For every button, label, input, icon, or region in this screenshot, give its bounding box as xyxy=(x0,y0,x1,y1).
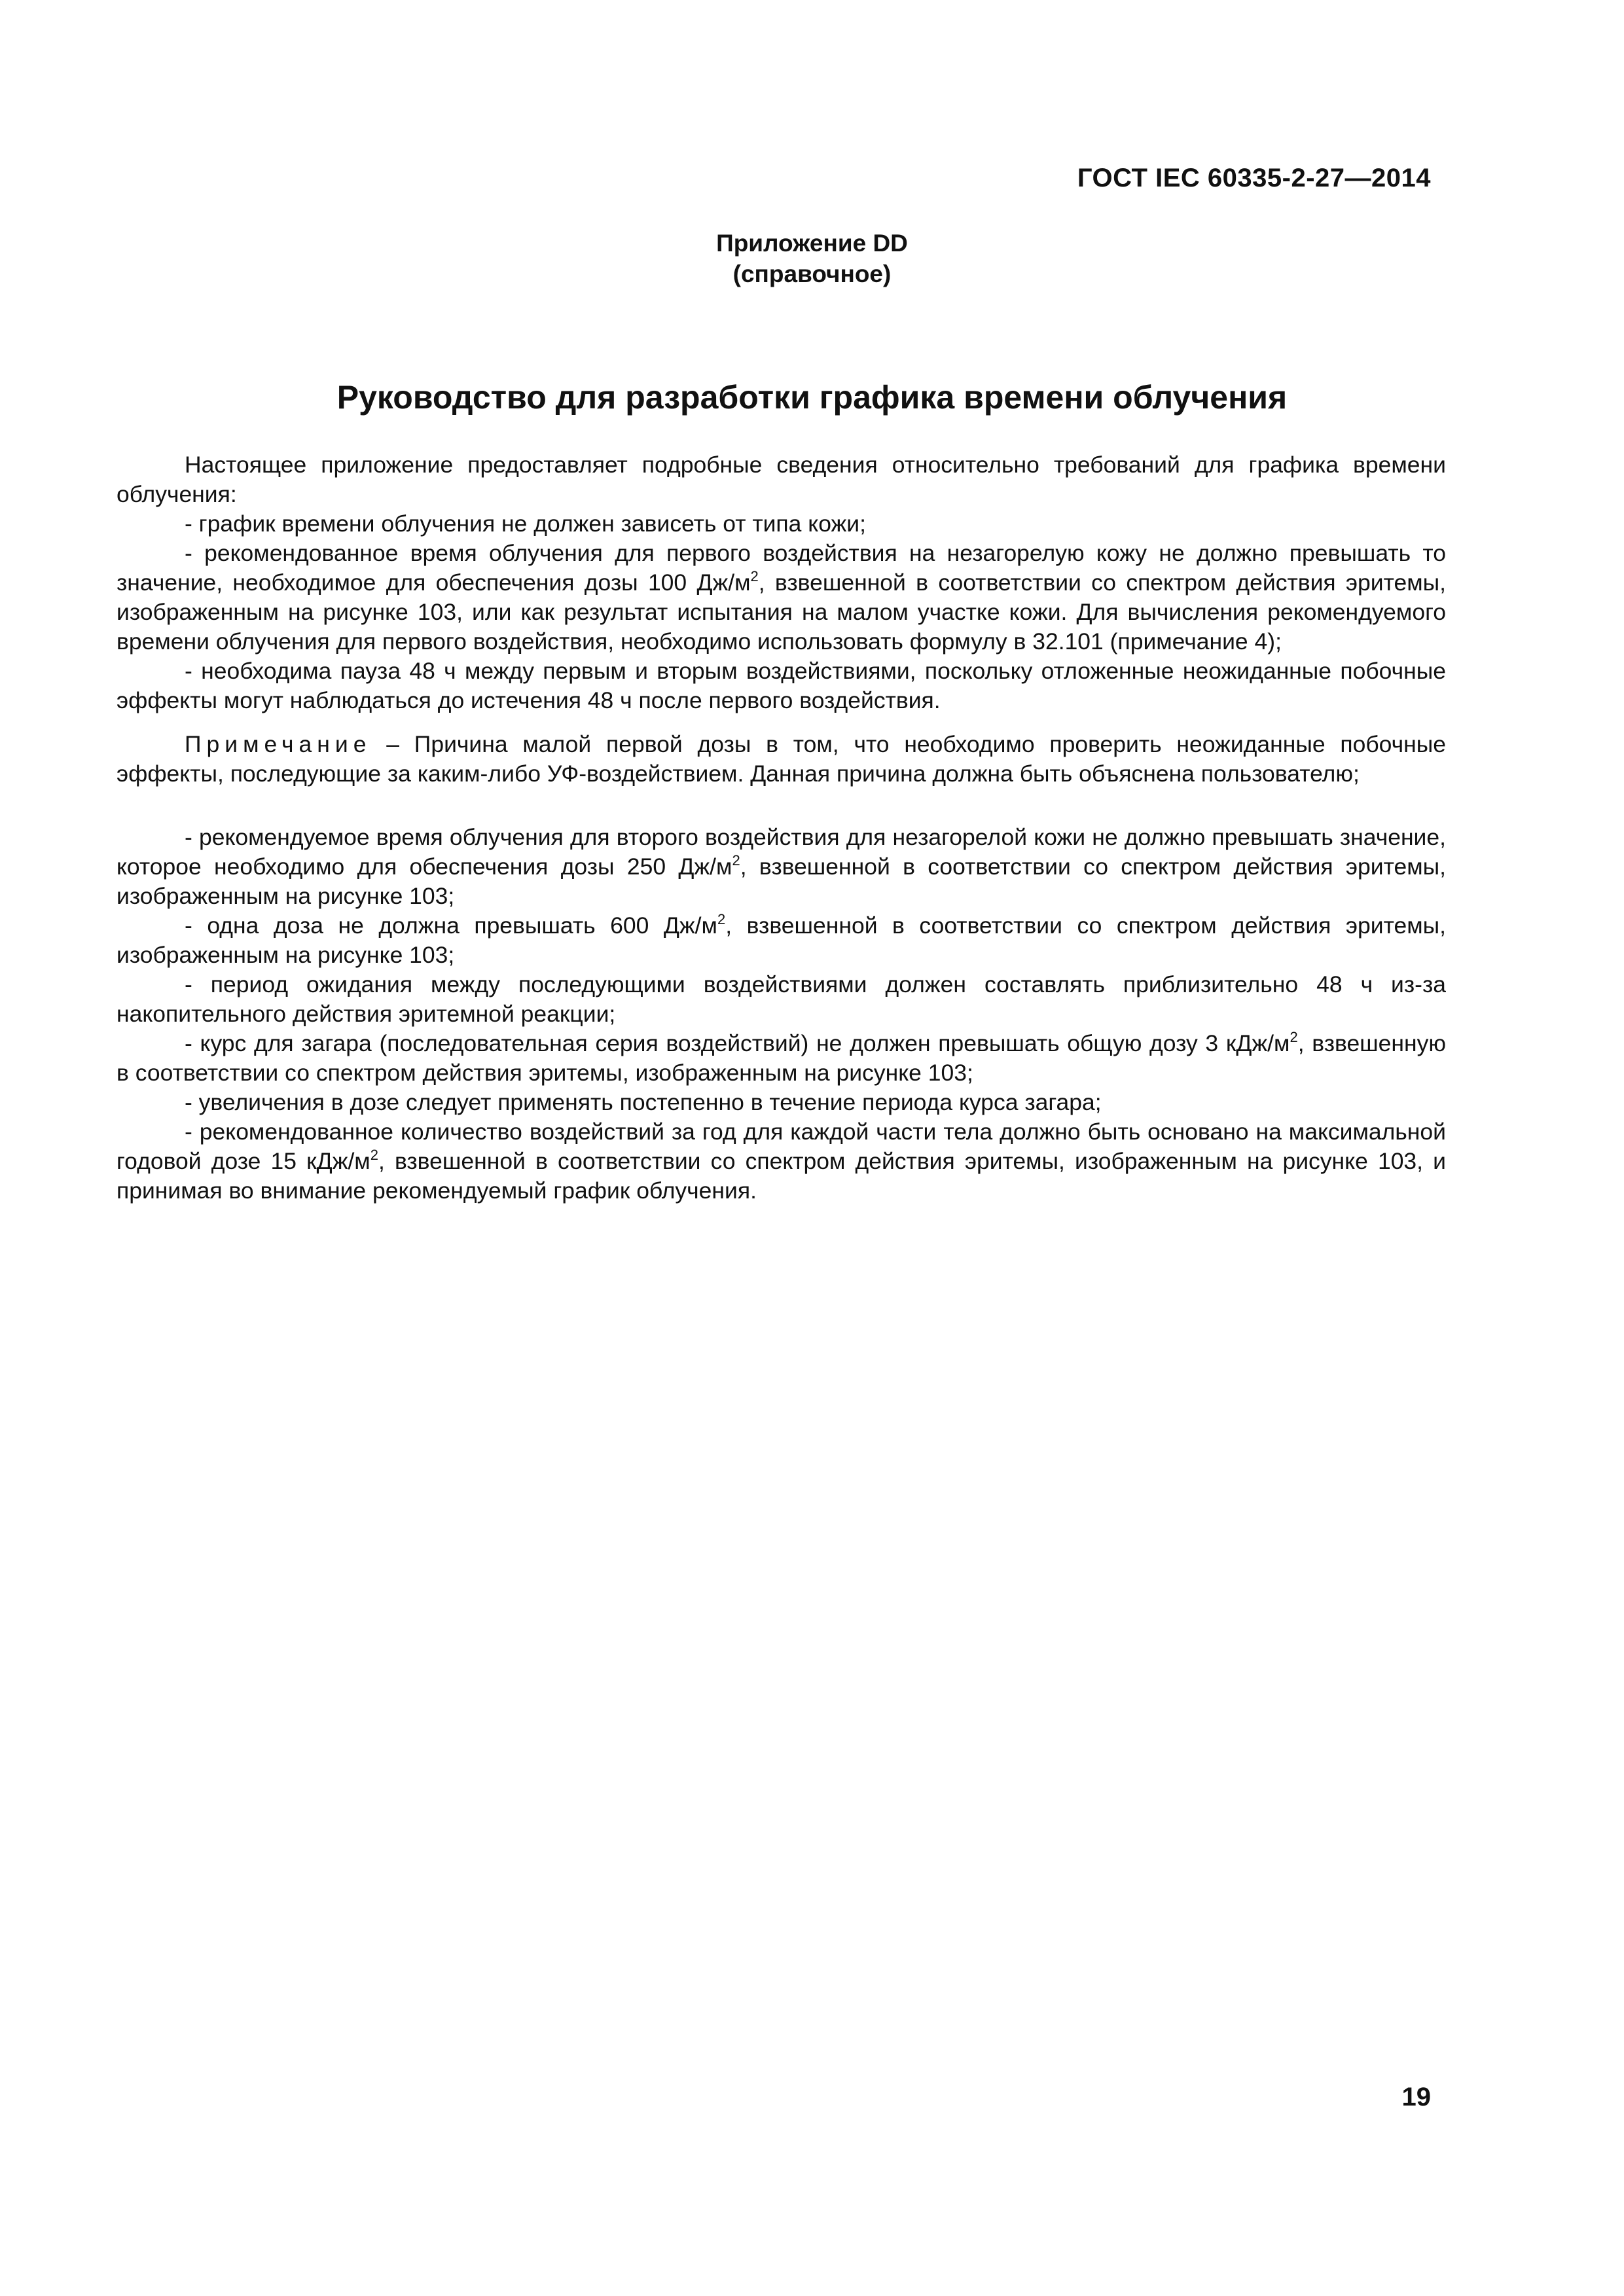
annex-heading xyxy=(0,228,1624,289)
note-paragraph xyxy=(117,730,1446,789)
note-text: – Причина малой первой дозы в том, что необходимо проверить неожиданные побочные эффекты, последующие за каким-либо УФ-воздействием. Данная причина должна быть объяснена пользователю; xyxy=(117,731,1446,787)
list-item: - увеличения в дозе следует применять постепенно в течение периода курса загара; xyxy=(185,1089,1102,1115)
page-number: 19 xyxy=(1401,2083,1431,2111)
annex-body xyxy=(117,450,1446,1206)
note-label: Примечание xyxy=(185,731,372,757)
list-item: - график времени облучения не должен зависеть от типа кожи; xyxy=(185,511,866,537)
list-item: - необходима пауза 48 ч между первым и вторым воздействиями, поскольку отложенные неожиданные побочные эффекты могут наблюдаться до истечения 48 ч после первого воздействия. xyxy=(117,658,1446,713)
annex-kind: (справочное) xyxy=(732,260,892,287)
superscript: 2 xyxy=(370,1147,378,1163)
list-item: - рекомендуемое время облучения для второго воздействия для незагорелой кожи не должно превышать значение, которое необходимо для обеспечения дозы 250 $Дж/м^2$, взвешенной в соответствии со спектром действия эритемы, изображенным на рисунке 103; xyxy=(117,824,1447,909)
list-item: - одна доза не должна превышать 600 $Дж/м^2$, взвешенной в соответствии со спектром действия эритемы, изображенным на рисунке 103; xyxy=(117,911,1446,968)
superscript: 2 xyxy=(717,911,726,927)
list-item: - период ожидания между последующими воздействиями должен составлять приблизительно 48 ч из-за накопительного действия эритемной реакции; xyxy=(117,971,1446,1027)
document-code: ГОСТ IEC 60335-2-27—2014 xyxy=(1077,164,1431,192)
superscript: 2 xyxy=(732,852,740,869)
paragraph-intro: Настоящее приложение предоставляет подробные сведения относительно требований для графика времени облучения: xyxy=(117,452,1446,507)
list-item: - рекомендованное время облучения для первого воздействия на незагорелую кожу не должно превышать то значение, необходимое для обеспечения дозы 100 $Дж/м^2$, взвешенной в соответствии со спектром действия эритемы, изображенным на рисунке 103, или как результат испытания на малом участке кожи. Для вычисления рекомендуемого времени облучения для первого воздействия, необходимо использовать формулу в 32.101 (примечание 4); xyxy=(117,540,1447,655)
annex-title: Руководство для разработки графика времени облучения xyxy=(336,379,1288,416)
superscript: 2 xyxy=(750,568,759,584)
list-item: - рекомендованное количество воздействий за год для каждой части тела должно быть основано на максимальной годовой дозе 15 кДж/$м^2$, взвешенной в соответствии со спектром действия эритемы, изображенным на рисунке 103, и принимая во внимание рекомендуемый график облучения. xyxy=(117,1119,1446,1204)
annex-name: Приложение DD xyxy=(716,230,908,257)
list-item: - курс для загара (последовательная серия воздействий) не должен превышать общую дозу 3 кДж/$м^2$, взвешенную в соответствии со спектром действия эритемы, изображенным на рисунке 103; xyxy=(117,1029,1446,1086)
superscript: 2 xyxy=(1290,1029,1298,1045)
